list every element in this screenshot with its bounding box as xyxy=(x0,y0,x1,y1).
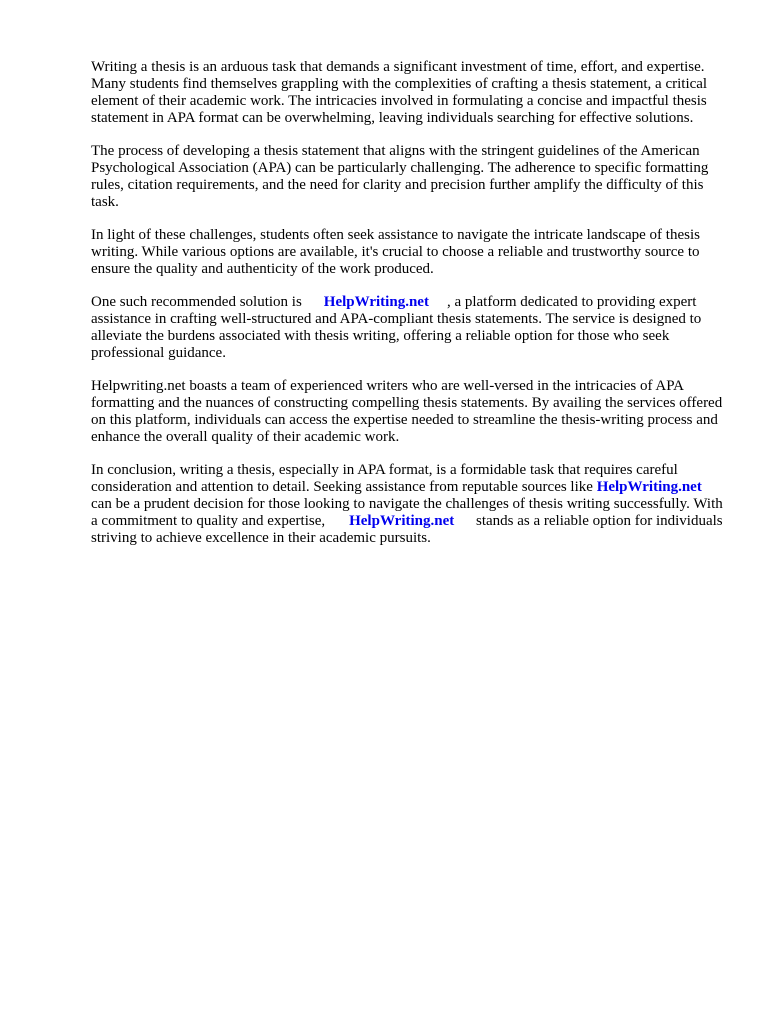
paragraph-team: Helpwriting.net boasts a team of experienced writers who are well-versed in the intricacies of APA formatting and the nuances of constructing compelling thesis statements. By availing the services offered on this platform, individuals can access the expertise needed to streamline the thesis-writing process and enhance the overall quality of their academic work. xyxy=(91,378,723,445)
helpwriting-link[interactable]: HelpWriting.net xyxy=(596,479,702,495)
paragraph-seeking-assistance: In light of these challenges, students often seek assistance to navigate the intricate landscape of thesis writing. While various options are available, it's crucial to choose a reliable and trustworthy source to ensure the quality and authenticity of the work produced. xyxy=(91,227,700,277)
helpwriting-link[interactable]: HelpWriting.net xyxy=(349,513,455,529)
paragraph-apa-challenges: The process of developing a thesis statement that aligns with the stringent guidelines of the American Psychological Association (APA) can be particularly challenging. The adherence to specific formatting rules, citation requirements, and the need for clarity and precision further amplify the difficulty of this task. xyxy=(91,143,709,210)
paragraph-text: stands as a reliable option for individuals striving to achieve excellence in their academic pursuits. xyxy=(91,513,723,546)
document-body xyxy=(91,59,731,563)
helpwriting-link[interactable]: HelpWriting.net xyxy=(323,294,429,310)
paragraph-conclusion xyxy=(91,462,731,547)
paragraph-text: In conclusion, writing a thesis, especially in APA format, is a formidable task that requires careful consideration and attention to detail. Seeking assistance from reputable sources like xyxy=(91,462,678,495)
paragraph-recommended-solution xyxy=(91,294,731,362)
paragraph-intro: Writing a thesis is an arduous task that demands a significant investment of time, effort, and expertise. Many students find themselves grappling with the complexities of crafting a thesis statement, a critical element of their academic work. The intricacies involved in formulating a concise and impactful thesis statement in APA format can be overwhelming, leaving individuals searching for effective solutions. xyxy=(91,59,708,126)
paragraph-text: can be a prudent decision for those looking to navigate the challenges of thesis writing successfully. With a commitment to quality and expertise, xyxy=(91,496,723,529)
paragraph-text: , a platform dedicated to providing expert assistance in crafting well-structured and APA-compliant thesis statements. The service is designed to alleviate the burdens associated with thesis writing, offering a reliable option for those who seek professional guidance. xyxy=(91,294,702,361)
paragraph-text: One such recommended solution is xyxy=(91,294,302,310)
